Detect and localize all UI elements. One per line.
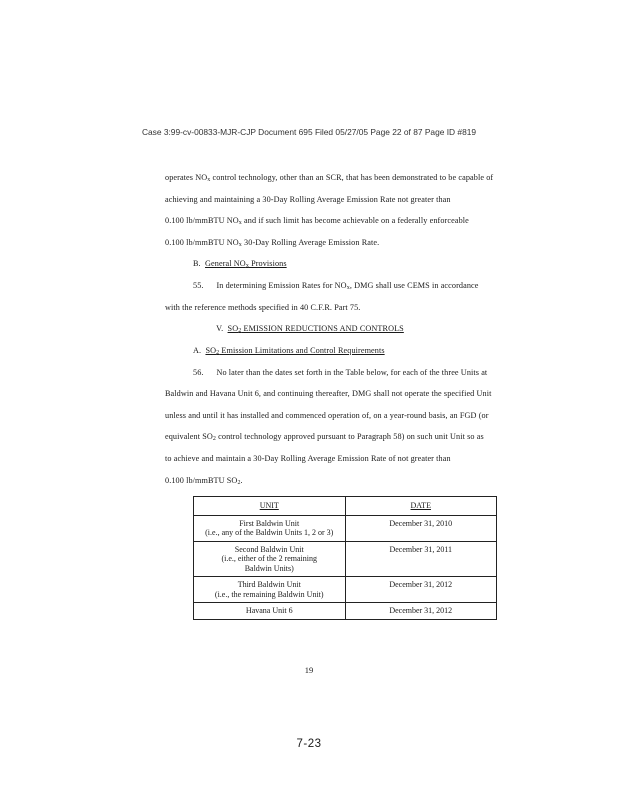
page-number: 19: [304, 665, 314, 675]
paragraph-56-line: 56. No later than the dates set forth in the Table below, for each of the three Units at: [193, 368, 488, 377]
date-cell: December 31, 2012: [345, 577, 497, 603]
paragraph-line: 0.100 lb/mmBTU $NO_x$ and if such limit has become achievable on a federally enforceable: [165, 216, 469, 226]
unit-cell: First Baldwin Unit (i.e., any of the Baldwin Units 1, 2 or 3): [194, 515, 346, 541]
header-unit: UNIT: [194, 497, 346, 516]
paragraph-56-line: to achieve and maintain a 30-Day Rolling Average Emission Rate of not greater than: [165, 454, 451, 463]
section-heading-b: B. General $NO_x$ Provisions: [193, 259, 287, 269]
paragraph-55-line: 55. In determining Emission Rates for $NO_x$, DMG shall use CEMS in accordance: [193, 281, 479, 291]
paragraph-56-line: 0.100 lb/mmBTU $SO_2$.: [165, 476, 243, 486]
table-row: [194, 603, 497, 620]
date-cell: December 31, 2011: [345, 541, 497, 577]
schedule-table: [193, 496, 497, 620]
section-heading-v: V. $SO_2$ EMISSION REDUCTIONS AND CONTROLS: [216, 324, 404, 334]
unit-cell: Havana Unit 6: [194, 603, 346, 620]
paragraph-56-line: unless and until it has installed and commenced operation of, on a year-round basis, an FGD (or: [165, 411, 489, 420]
paragraph-line: operates $NO_x$ control technology, other than an SCR, that has been demonstrated to be capable of: [165, 173, 494, 183]
date-cell: December 31, 2010: [345, 515, 497, 541]
case-header: Case 3:99-cv-00833-MJR-CJP Document 695 Filed 05/27/05 Page 22 of 87 Page ID #819: [141, 127, 477, 137]
header-date: DATE: [345, 497, 497, 516]
section-heading-a: A. $SO_2$ Emission Limitations and Control Requirements: [193, 346, 385, 356]
paragraph-line: achieving and maintaining a 30-Day Rolling Average Emission Rate not greater than: [165, 195, 451, 204]
table-row: [194, 577, 497, 603]
table-row: [194, 541, 497, 577]
paragraph-56-line: Baldwin and Havana Unit 6, and continuing thereafter, DMG shall not operate the specified Unit: [165, 389, 492, 398]
table-header-row: [194, 497, 497, 516]
paragraph-56-line: equivalent $SO_2$ control technology approved pursuant to Paragraph 58) on such unit Unit so as: [165, 432, 484, 442]
unit-cell: Third Baldwin Unit (i.e., the remaining Baldwin Unit): [194, 577, 346, 603]
table-row: [194, 515, 497, 541]
paragraph-55-line: with the reference methods specified in 40 C.F.R. Part 75.: [165, 303, 361, 312]
exhibit-number: 7-23: [296, 738, 322, 750]
unit-cell: Second Baldwin Unit (i.e., either of the 2 remaining Baldwin Units): [194, 541, 346, 577]
paragraph-line: 0.100 lb/mmBTU $NO_x$ 30-Day Rolling Average Emission Rate.: [165, 238, 380, 248]
date-cell: December 31, 2012: [345, 603, 497, 620]
